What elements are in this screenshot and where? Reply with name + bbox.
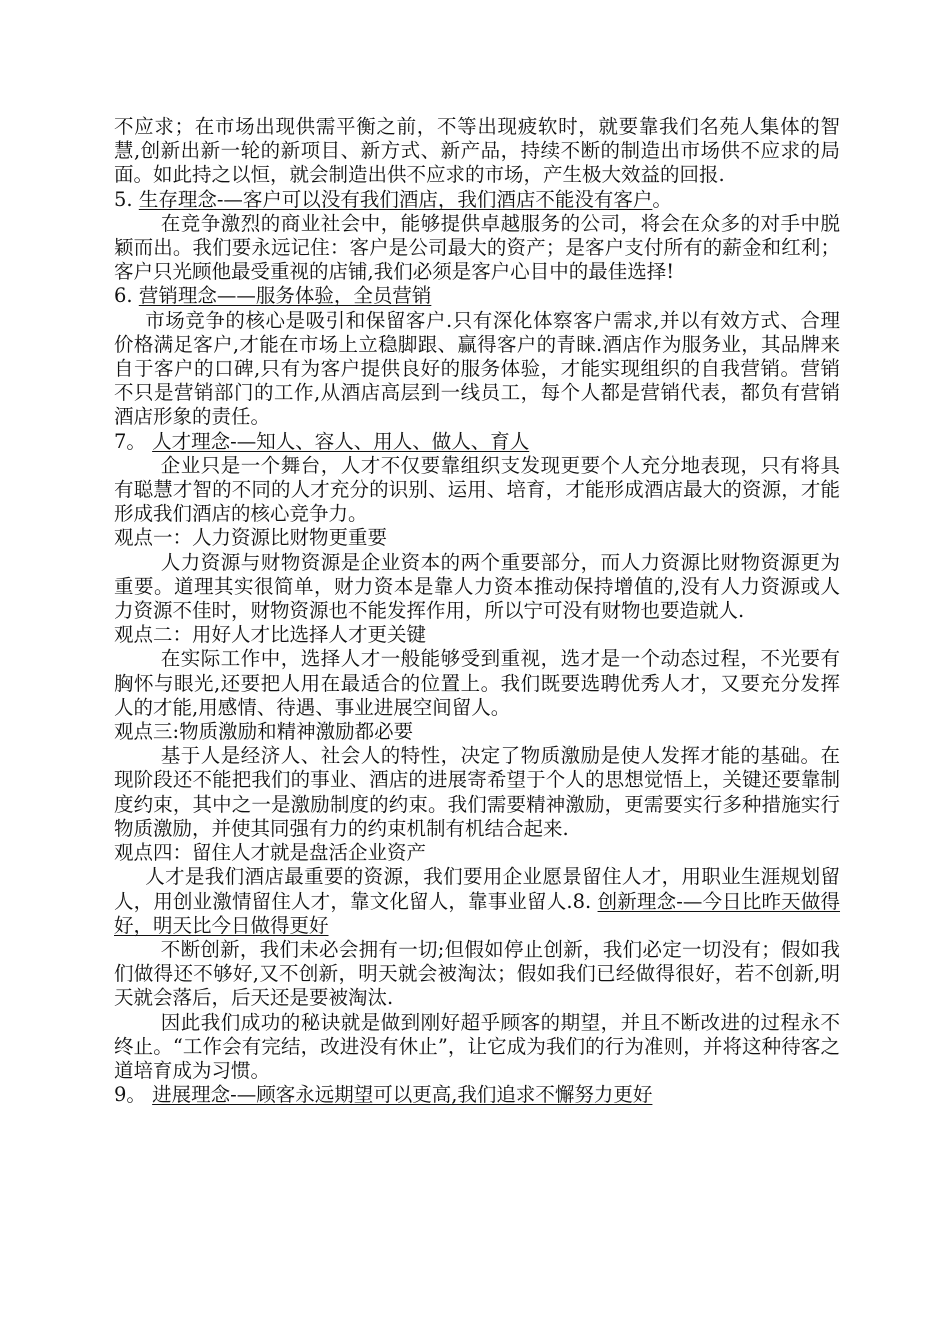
document-page — [114, 115, 840, 1107]
heading-survival-concept — [114, 188, 840, 212]
paragraph-talent: 企业只是一个舞台，人才不仅要靠组织支发现更要个人充分地表现，只有将具有聪慧才智的不同的人才充分的识别、运用、培育，才能形成酒店最大的资源，才能形成我们酒店的核心竞争力。 — [114, 453, 840, 526]
heading-development-concept — [114, 1083, 840, 1107]
paragraph-text: 人才是我们酒店最重要的资源，我们要用企业愿景留住人才，用职业生涯规划留人，用创业激情留住人才，靠文化留人，靠事业留人. — [114, 865, 840, 913]
paragraph-survival: 在竞争激烈的商业社会中，能够提供卓越服务的公司，将会在众多的对手中脱颖而出。我们要永远记住：客户是公司最大的资产；是客户支付所有的薪金和红利；客户只光顾他最受重视的店铺,我们必须是客户心目中的最佳选择! — [114, 211, 840, 284]
heading-innovation-title: 创新理念-—今日比昨天做得好，明天比今日做得更好 — [114, 889, 841, 937]
heading-title: 营销理念——服务体验，全员营销 — [138, 284, 432, 308]
paragraph-viewpoint-four — [114, 865, 840, 938]
viewpoint-three-heading: 观点三:物质激励和精神激励都必要 — [114, 720, 414, 744]
paragraph-secret-of-success: 因此我们成功的秘诀就是做到刚好超乎顾客的期望，并且不断改进的过程永不终止。“工作会有完结，改进没有休止”，让它成为我们的行为准则，并将这种待客之道培育成为习惯。 — [114, 1010, 840, 1082]
heading-title: 生存理念-—客户可以没有我们酒店，我们酒店不能没有客户 — [138, 187, 653, 211]
heading-title: 人才理念-—知人、容人、用人、做人、育人 — [152, 429, 530, 453]
heading-number: 9。 — [114, 1083, 146, 1107]
paragraph-viewpoint-one: 人力资源与财物资源是企业资本的两个重要部分，而人力资源比财物资源更为重要。道理其实很简单，财力资本是靠人力资本推动保持增值的,没有人力资源或人力资源不佳时，财物资源也不能发挥作用，所以宁可没有财物也要造就人. — [114, 550, 840, 623]
paragraph-viewpoint-two: 在实际工作中，选择人才一般能够受到重视，选才是一个动态过程，不光要有胸怀与眼光,还要把人用在最适合的位置上。我们既要选聘优秀人才，又要充分发挥人的才能,用感情、待遇、事业进展空间留人。 — [114, 647, 840, 719]
viewpoint-two-heading: 观点二：用好人才比选择人才更关键 — [114, 623, 427, 647]
heading-number: 6. — [114, 284, 133, 308]
paragraph-marketing: 市场竞争的核心是吸引和保留客户.只有深化体察客户需求,并以有效方式、合理价格满足客户,才能在市场上立稳脚跟、赢得客户的青睐.酒店作为服务业，其品牌来自于客户的口碑,只有为客户提供良好的服务体验，才能实现组织的自我营销。营销不只是营销部门的工作,从酒店高层到一线员工，每个人都是营销代表，都负有营销酒店形象的责任。 — [114, 308, 840, 429]
paragraph-supply-demand: 不应求；在市场出现供需平衡之前，不等出现疲软时，就要靠我们名苑人集体的智慧,创新出新一轮的新项目、新方式、新产品，持续不断的制造出市场供不应求的局面。如此持之以恒，就会制造出供不应求的市场，产生极大效益的回报. — [114, 115, 840, 187]
heading-title: 进展理念-—顾客永远期望可以更高,我们追求不懈努力更好 — [152, 1083, 653, 1107]
paragraph-viewpoint-three: 基于人是经济人、社会人的特性，决定了物质激励是使人发挥才能的基础。在现阶段还不能把我们的事业、酒店的进展寄希望于个人的思想觉悟上，关键还要靠制度约束，其中之一是激励制度的约束。我们需要精神激励，更需要实行多种措施实行物质激励，并使其同强有力的约束机制有机结合起来. — [114, 744, 840, 840]
heading-talent-concept — [114, 430, 840, 454]
heading-number: 8. — [572, 889, 592, 913]
heading-tail: 。 — [652, 187, 672, 211]
viewpoint-one-heading: 观点一：人力资源比财物更重要 — [114, 526, 388, 550]
heading-marketing-concept — [114, 284, 840, 308]
heading-number: 7。 — [114, 429, 146, 453]
paragraph-innovation: 不断创新，我们未必会拥有一切;但假如停止创新，我们必定一切没有；假如我们做得还不够好,又不创新，明天就会被淘汰；假如我们已经做得很好，若不创新,明天就会落后，后天还是要被淘汰. — [114, 937, 840, 1010]
viewpoint-four-heading: 观点四：留住人才就是盘活企业资产 — [114, 841, 427, 865]
heading-number: 5. — [114, 187, 133, 211]
